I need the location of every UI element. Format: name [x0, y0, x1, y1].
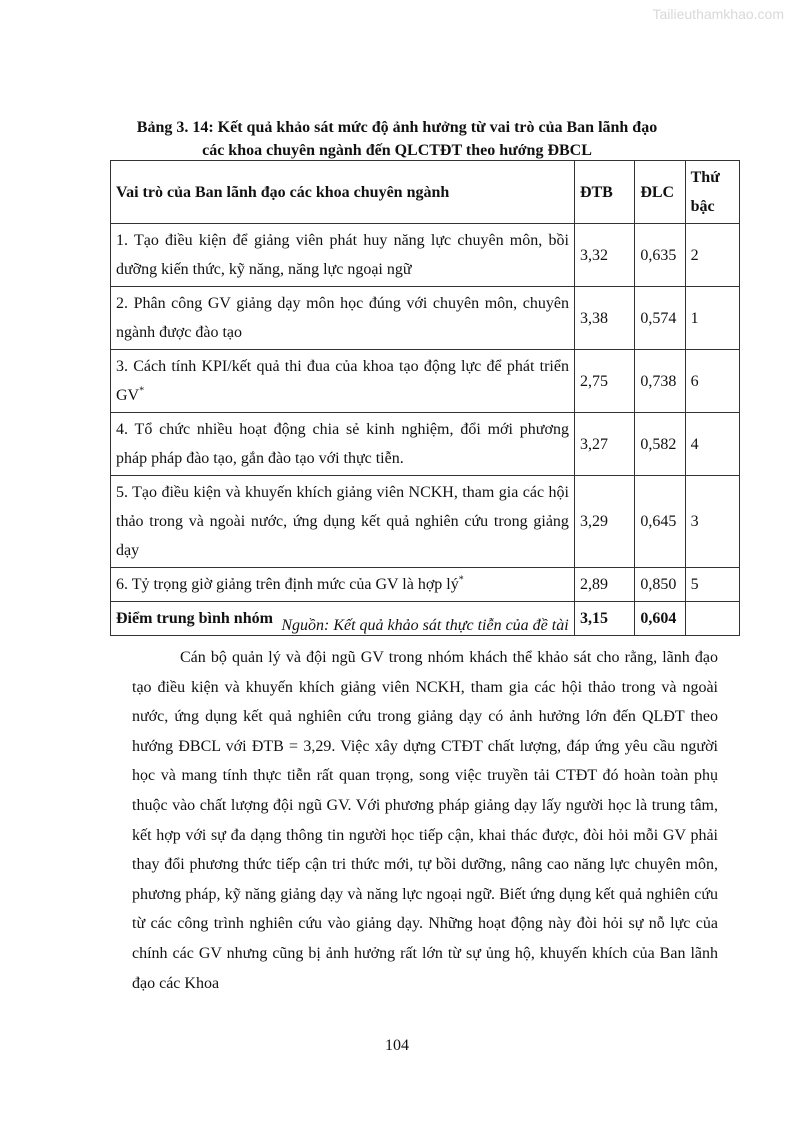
row-dtb: 2,75 [574, 350, 634, 413]
body-paragraph: Cán bộ quản lý và đội ngũ GV trong nhóm khách thể khảo sát cho rằng, lãnh đạo tạo điều kiện và khuyến khích giảng viên NCKH, tham gia các hội thảo trong và ngoài nước, ứng dụng kết quả nghiên cứu trong giảng dạy có ảnh hưởng lớn đến QLĐT theo hướng ĐBCL với ĐTB = 3,29. Việc xây dựng CTĐT chất lượng, đáp ứng yêu cầu người học và mang tính thực tiễn rất quan trọng, song việc truyền tải CTĐT đó hoàn toàn phụ thuộc vào chất lượng đội ngũ GV. Với phương pháp giảng dạy lấy người học là trung tâm, kết hợp với sự đa dạng thông tin người học tiếp cận, khai thác được, đòi hỏi mỗi GV phải thay đổi phương thức tiếp cận tri thức mới, tự bồi dưỡng, nâng cao năng lực chuyên môn, phương pháp, kỹ năng giảng dạy và năng lực ngoại ngữ. Biết ứng dụng kết quả nghiên cứu từ các công trình nghiên cứu vào giảng dạy. Những hoạt động này đòi hỏi sự nỗ lực của chính các GV nhưng cũng bị ảnh hưởng rất lớn từ sự ủng hộ, khuyến khích của Ban lãnh đạo các Khoa [132, 649, 718, 992]
header-dtb: ĐTB [574, 161, 634, 224]
row-role: 6. Tỷ trọng giờ giảng trên định mức của GV là hợp lý* [111, 568, 575, 602]
row-dtb: 3,27 [574, 413, 634, 476]
table-header-row [111, 161, 740, 224]
table-caption [110, 116, 684, 162]
row-rank: 3 [685, 476, 739, 568]
row-role: 2. Phân công GV giảng dạy môn học đúng với chuyên môn, chuyên ngành được đào tạo [111, 287, 575, 350]
watermark: Tailieuthamkhao.com [652, 6, 784, 22]
row-rank: 4 [685, 413, 739, 476]
row-rank: 6 [685, 350, 739, 413]
row-rank: 2 [685, 224, 739, 287]
summary-label: Điểm trung bình nhóm [111, 602, 575, 636]
header-dlc: ĐLC [635, 161, 685, 224]
row-role: 3. Cách tính KPI/kết quả thi đua của khoa tạo động lực để phát triển GV* [111, 350, 575, 413]
header-rank: Thứ bậc [685, 161, 739, 224]
row-dtb: 2,89 [574, 568, 634, 602]
caption-line-2: các khoa chuyên ngành đến QLCTĐT theo hướng ĐBCL [202, 142, 592, 159]
table-row [111, 476, 740, 568]
row-dlc: 0,635 [635, 224, 685, 287]
header-role: Vai trò của Ban lãnh đạo các khoa chuyên ngành [111, 161, 575, 224]
table-row [111, 287, 740, 350]
row-dlc: 0,645 [635, 476, 685, 568]
summary-dlc: 0,604 [635, 602, 685, 636]
row-dtb: 3,38 [574, 287, 634, 350]
table-row [111, 568, 740, 602]
row-rank: 5 [685, 568, 739, 602]
row-role: 5. Tạo điều kiện và khuyến khích giảng viên NCKH, tham gia các hội thảo trong và ngoài nước, ứng dụng kết quả nghiên cứu trong giảng dạy [111, 476, 575, 568]
row-dlc: 0,582 [635, 413, 685, 476]
row-dlc: 0,738 [635, 350, 685, 413]
survey-results-table [110, 160, 740, 636]
row-rank: 1 [685, 287, 739, 350]
table-source-note: Nguồn: Kết quả khảo sát thực tiễn của đề tài [281, 617, 569, 634]
summary-dtb: 3,15 [574, 602, 634, 636]
row-role: 4. Tổ chức nhiều hoạt động chia sẻ kinh nghiệm, đổi mới phương pháp pháp đào tạo, gắn đào tạo với thực tiễn. [111, 413, 575, 476]
table-row [111, 224, 740, 287]
row-dlc: 0,850 [635, 568, 685, 602]
row-dtb: 3,29 [574, 476, 634, 568]
table-row [111, 350, 740, 413]
table-row [111, 413, 740, 476]
row-dtb: 3,32 [574, 224, 634, 287]
page-number: 104 [385, 1037, 409, 1054]
caption-line-1: Bảng 3. 14: Kết quả khảo sát mức độ ảnh hưởng từ vai trò của Ban lãnh đạo [136, 119, 658, 136]
row-role: 1. Tạo điều kiện để giảng viên phát huy năng lực chuyên môn, bồi dưỡng kiến thức, kỹ năng, năng lực ngoại ngữ [111, 224, 575, 287]
row-dlc: 0,574 [635, 287, 685, 350]
